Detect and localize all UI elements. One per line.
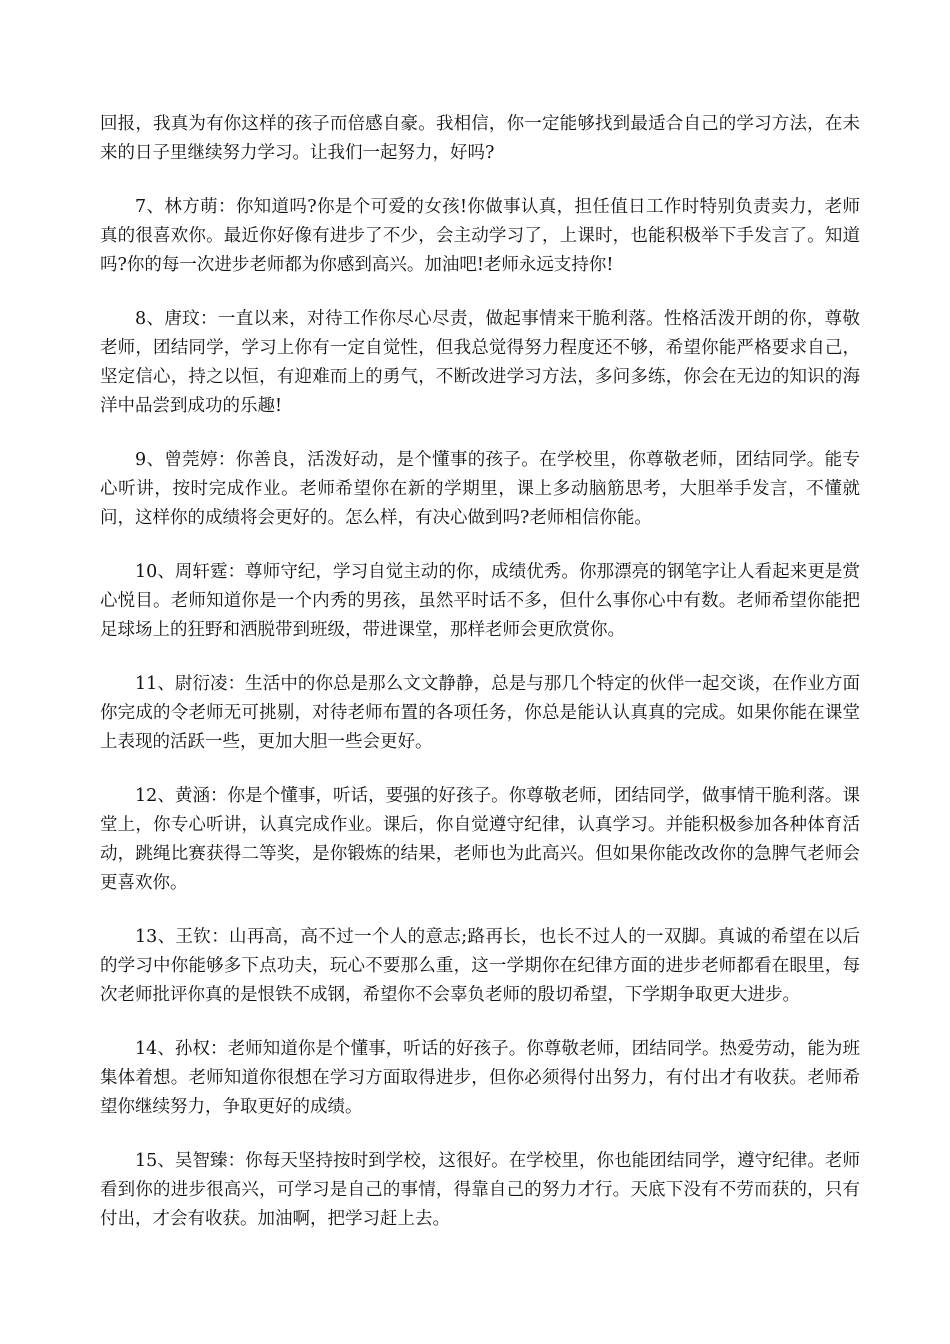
paragraph-continuation: 回报，我真为有你这样的孩子而倍感自豪。我相信，你一定能够找到最适合自己的学习方法，在未来的日子里继续努力学习。让我们一起努力，好吗? bbox=[100, 114, 860, 163]
paragraph-comment-12: 12、黄涵：你是个懂事，听话，要强的好孩子。你尊敬老师，团结同学，做事情干脆利落。课堂上，你专心听讲，认真完成作业。课后，你自觉遵守纪律，认真学习。并能积极参加各种体育活动，跳绳比赛获得二等奖，是你锻炼的结果，老师也为此高兴。但如果你能改改你的急脾气老师会更喜欢你。 bbox=[100, 786, 860, 893]
paragraph-comment-9: 9、曾莞婷：你善良，活泼好动，是个懂事的孩子。在学校里，你尊敬老师，团结同学。能专心听讲，按时完成作业。老师希望你在新的学期里，课上多动脑筋思考，大胆举手发言，不懂就问，这样你的成绩将会更好的。怎么样，有决心做到吗?老师相信你能。 bbox=[100, 450, 860, 528]
paragraph-comment-10: 10、周轩霆：尊师守纪，学习自觉主动的你，成绩优秀。你那漂亮的钢笔字让人看起来更是赏心悦目。老师知道你是一个内秀的男孩，虽然平时话不多，但什么事你心中有数。老师希望你能把足球场上的狂野和洒脱带到班级，带进课堂，那样老师会更欣赏你。 bbox=[100, 562, 860, 640]
paragraph-comment-11: 11、尉衍凌：生活中的你总是那么文文静静，总是与那几个特定的伙伴一起交谈，在作业方面你完成的令老师无可挑剔，对待老师布置的各项任务，你总是能认认真真的完成。如果你能在课堂上表现的活跃一些，更加大胆一些会更好。 bbox=[100, 674, 860, 752]
paragraph-comment-7: 7、林方萌：你知道吗?你是个可爱的女孩!你做事认真，担任值日工作时特别负责卖力，老师真的很喜欢你。最近你好像有进步了不少，会主动学习了，上课时，也能积极举下手发言了。知道吗?你的每一次进步老师都为你感到高兴。加油吧!老师永远支持你! bbox=[100, 197, 860, 275]
paragraph-comment-13: 13、王钦：山再高，高不过一个人的意志;路再长，也长不过人的一双脚。真诚的希望在以后的学习中你能够多下点功夫，玩心不要那么重，这一学期你在纪律方面的进步老师都看在眼里，每次老师批评你真的是恨铁不成钢，希望你不会辜负老师的殷切希望，下学期争取更大进步。 bbox=[100, 927, 860, 1005]
paragraph-comment-15: 15、吴智臻：你每天坚持按时到学校，这很好。在学校里，你也能团结同学，遵守纪律。老师看到你的进步很高兴，可学习是自己的事情，得靠自己的努力才行。天底下没有不劳而获的，只有付出，才会有收获。加油啊，把学习赶上去。 bbox=[100, 1151, 860, 1229]
document-page bbox=[100, 110, 860, 1259]
paragraph-comment-14: 14、孙权：老师知道你是个懂事，听话的好孩子。你尊敬老师，团结同学。热爱劳动，能为班集体着想。老师知道你很想在学习方面取得进步，但你必须得付出努力，有付出才有收获。老师希望你继续努力，争取更好的成绩。 bbox=[100, 1039, 860, 1117]
paragraph-comment-8: 8、唐玟：一直以来，对待工作你尽心尽责，做起事情来干脆利落。性格活泼开朗的你，尊敬老师，团结同学，学习上你有一定自觉性，但我总觉得努力程度还不够，希望你能严格要求自己，坚定信心，持之以恒，有迎难而上的勇气，不断改进学习方法，多问多练，你会在无边的知识的海洋中品尝到成功的乐趣! bbox=[100, 309, 860, 416]
